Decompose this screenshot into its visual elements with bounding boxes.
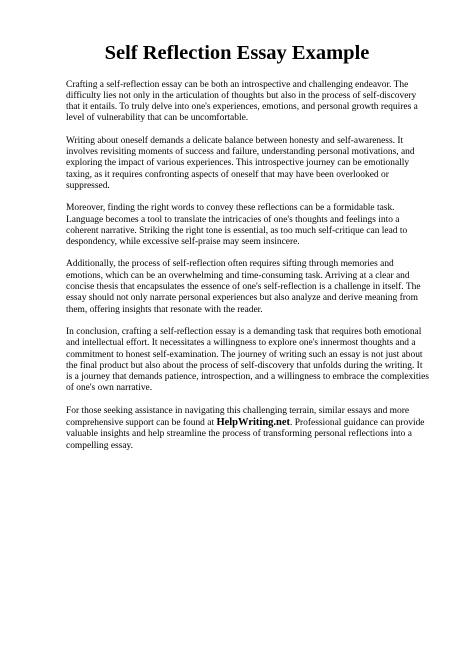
paragraph-5: In conclusion, crafting a self-reflection essay is a demanding task that requires both emotional and intellectual effort. It necessitates a willingness to explore one's innermost thoughts and a commitment to honest self-examination. The journey of writing such an essay is not just about the final product but also about the process of self-discovery that unfolds during the writing. It is a journey that demands patience, introspection, and a willingness to embrace the complexities of one's own narrative. — [66, 326, 429, 394]
helpwriting-link[interactable]: HelpWriting.net — [216, 416, 291, 428]
paragraph-4: Additionally, the process of self-reflection often requires sifting through memories and emotions, which can be an overwhelming and time-consuming task. Arriving at a clear and concise thesis that encapsulates the essence of one's self-reflection is a challenge in itself. The essay should not only narrate personal experiences but also analyze and derive meaning from them, offering insights that resonate with the reader. — [66, 259, 421, 315]
paragraph-1: Crafting a self-reflection essay can be both an introspective and challenging endeavor. The difficulty lies not only in the articulation of thoughts but also in the process of self-discovery that it entails. To truly delve into one's experiences, emotions, and personal growth requires a level of vulnerability that can be uncomfortable. — [66, 79, 418, 124]
paragraph-2: Writing about oneself demands a delicate balance between honesty and self-awareness. It involves revisiting moments of success and failure, understanding personal motivations, and exploring the impact of various experiences. This introspective journey can be emotionally taxing, as it requires confronting aspects of oneself that may have been overlooked or suppressed. — [66, 135, 415, 191]
closing-paragraph — [66, 406, 430, 452]
paragraph-3: Moreover, finding the right words to convey these reflections can be a formidable task. Language becomes a tool to translate the intricacies of one's thoughts and feelings into a coherent narrative. Striking the right tone is essential, as too much self-critique can lead to despondency, while excessive self-praise may seem insincere. — [66, 203, 408, 248]
document-title: Self Reflection Essay Example — [104, 42, 370, 64]
closing-text-after-link: . Professional guidance can provide valuable insights and help streamline the process of transforming personal reflections into a compelling essay. — [66, 417, 425, 451]
closing-text-before-link: For those seeking assistance in navigating this challenging terrain, similar essays and more comprehensive support can be found at — [66, 405, 410, 428]
